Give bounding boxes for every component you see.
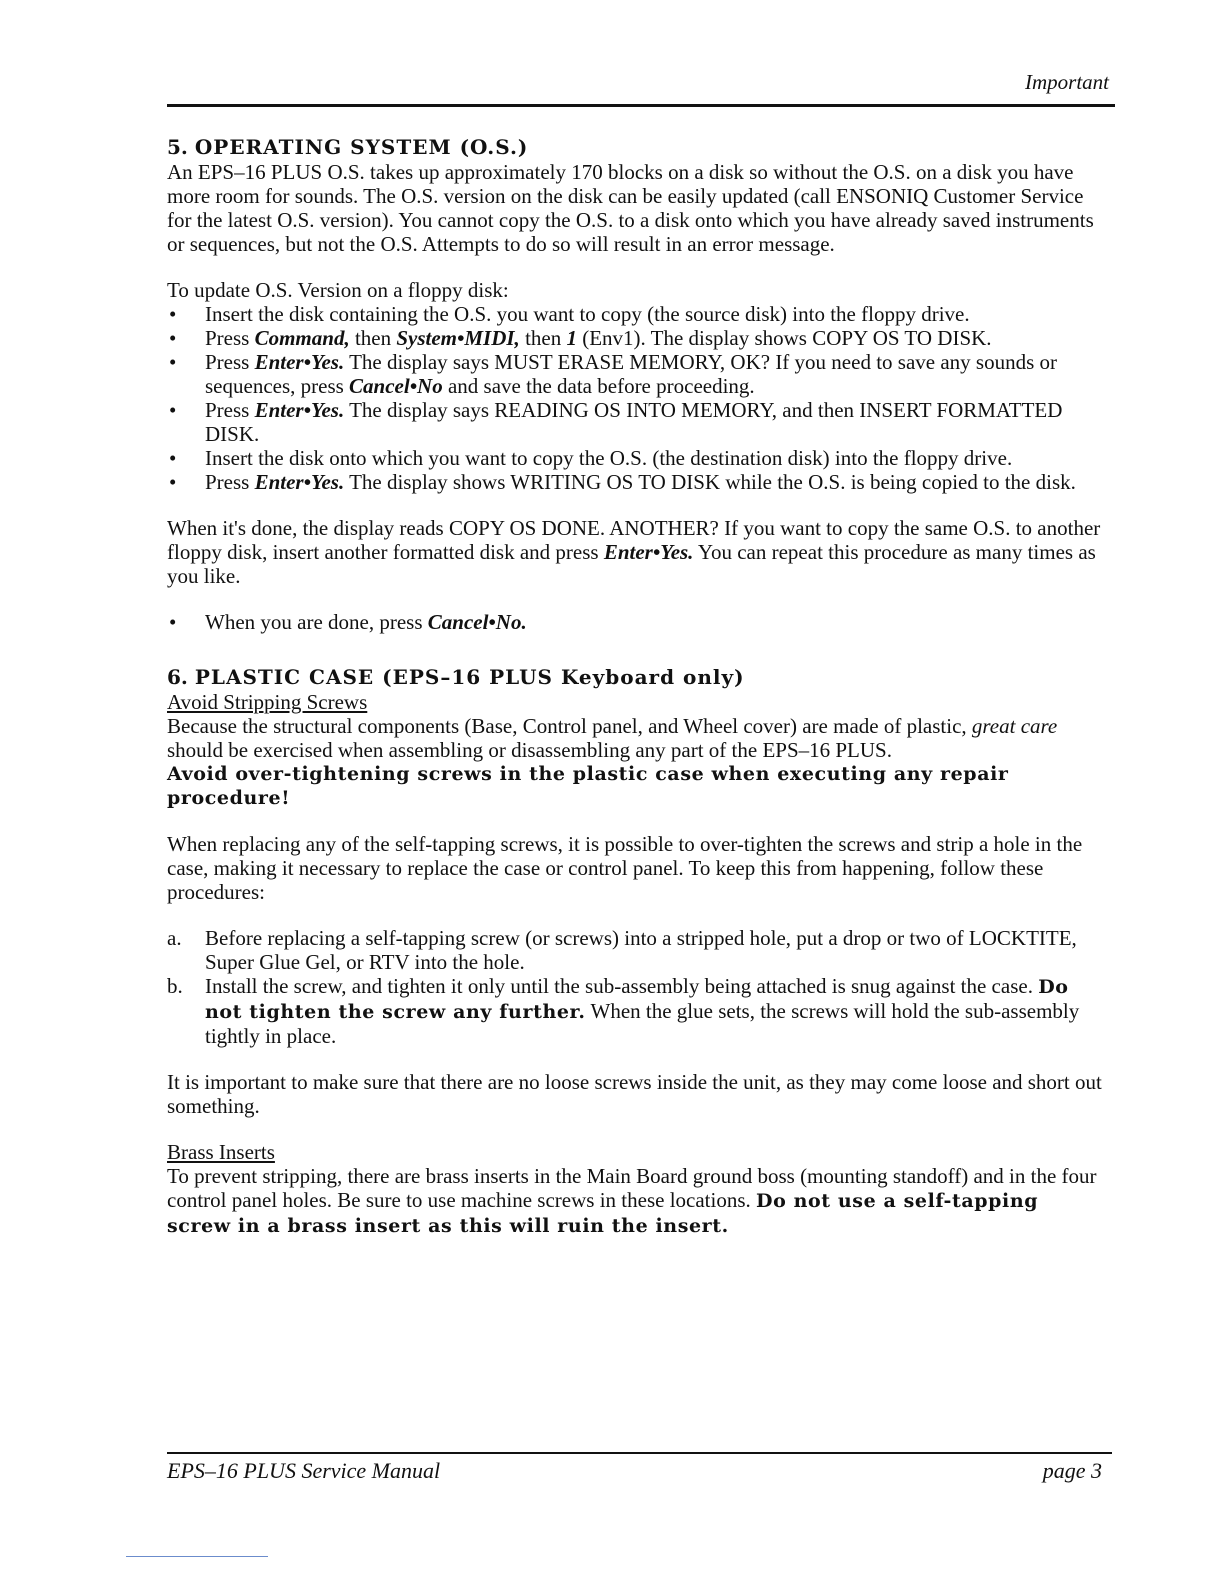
key-cancel-no: Cancel•No. xyxy=(427,610,527,634)
section-5-number: 5. xyxy=(167,135,188,159)
footer-page-number: page 3 xyxy=(1042,1458,1102,1483)
section-6-heading xyxy=(167,664,1107,690)
list-item xyxy=(167,350,1107,398)
bullet-icon: • xyxy=(169,302,177,326)
key-enter-yes: Enter•Yes. xyxy=(603,540,694,564)
bullet-icon: • xyxy=(169,446,177,470)
step-text: The display shows WRITING OS TO DISK while the O.S. is being copied to the disk. xyxy=(344,470,1076,494)
footer-manual-title: EPS–16 PLUS Service Manual xyxy=(167,1458,441,1483)
item-text: Install the screw, and tighten it only until the sub-assembly being attached is snug against the case. xyxy=(205,974,1039,998)
paragraph-text: When it's done, the display reads COPY OS DONE. ANOTHER? If you want to copy the same O.S. to another floppy disk, insert another formatted disk and press xyxy=(167,516,1101,564)
done-paragraph xyxy=(167,516,1107,588)
loose-screws-paragraph: It is important to make sure that there are no loose screws inside the unit, as they may come loose and short out something. xyxy=(167,1070,1102,1118)
bullet-icon: • xyxy=(169,610,177,634)
subheading-brass-inserts: Brass Inserts xyxy=(167,1140,275,1164)
step-text: then xyxy=(349,326,397,350)
step-text: and save the data before proceeding. xyxy=(442,374,755,398)
step-text: The display says READING OS INTO MEMORY, and then INSERT FORMATTED DISK. xyxy=(205,398,1063,446)
step-text: Insert the disk containing the O.S. you want to copy (the source disk) into the floppy drive. xyxy=(205,302,970,326)
step-text: Press xyxy=(205,350,255,374)
section-5-title: OPERATING SYSTEM (O.S.) xyxy=(194,135,529,159)
bullet-icon: • xyxy=(169,398,177,422)
step-text: Press xyxy=(205,470,255,494)
update-steps-list xyxy=(167,302,1107,494)
brass-paragraph xyxy=(167,1164,1107,1238)
bullet-icon: • xyxy=(169,350,177,374)
key-1: 1 xyxy=(566,326,577,350)
item-letter: b. xyxy=(167,974,183,998)
scan-artifact-line xyxy=(126,1556,268,1557)
step-text: When you are done, press xyxy=(205,610,428,634)
list-item xyxy=(167,926,1107,974)
key-enter-yes: Enter•Yes. xyxy=(254,350,345,374)
step-text: Press xyxy=(205,398,255,422)
item-text: When the glue sets, the screws will hold the sub-assembly tightly in place. xyxy=(205,999,1080,1048)
subheading-avoid-stripping: Avoid Stripping Screws xyxy=(167,690,368,714)
section-5-intro: An EPS–16 PLUS O.S. takes up approximately 170 blocks on a disk so without the O.S. on a disk you have more room for sounds. The O.S. version on the disk can be easily updated (call ENSONIQ Customer Service for the latest O.S. version). You cannot copy the O.S. to a disk onto which you have already saved instruments or sequences, but not the O.S. Attempts to do so will result in an error message. xyxy=(167,160,1094,256)
do-not-tighten-warning: Do not tighten the screw any further. xyxy=(205,976,1069,1023)
running-header: Important xyxy=(1025,70,1109,94)
section-5-heading xyxy=(167,134,1107,160)
key-enter-yes: Enter•Yes. xyxy=(254,398,345,422)
emphasis: great care xyxy=(971,714,1058,738)
list-item xyxy=(167,610,1107,634)
item-letter: a. xyxy=(167,926,182,950)
section-6-title: PLASTIC CASE (EPS–16 PLUS Keyboard only) xyxy=(194,665,745,689)
step-text: then xyxy=(519,326,567,350)
paragraph-text: should be exercised when assembling or disassembling any part of the EPS–16 PLUS. xyxy=(167,738,892,762)
bullet-icon: • xyxy=(169,470,177,494)
brass-warning: Do not use a self-tapping screw in a brass insert as this will ruin the insert. xyxy=(167,1190,1039,1237)
list-item xyxy=(167,398,1107,446)
list-item xyxy=(167,446,1107,470)
paragraph-text: You can repeat this procedure as many times as you like. xyxy=(167,540,1096,588)
item-text: Before replacing a self-tapping screw (or screws) into a stripped hole, put a drop or two of LOCKTITE, Super Glue Gel, or RTV into the hole. xyxy=(205,926,1077,974)
key-cancel-no: Cancel•No xyxy=(349,374,443,398)
procedure-list xyxy=(167,926,1107,1048)
step-text: Press xyxy=(205,326,255,350)
bullet-icon: • xyxy=(169,326,177,350)
overtighten-warning: Avoid over-tightening screws in the plastic case when executing any repair procedure! xyxy=(167,763,1009,809)
key-enter-yes: Enter•Yes. xyxy=(254,470,345,494)
step-text: Insert the disk onto which you want to copy the O.S. (the destination disk) into the floppy drive. xyxy=(205,446,1013,470)
key-command: Command, xyxy=(254,326,350,350)
plastic-paragraph xyxy=(167,714,1107,762)
step-text: (Env1). The display shows COPY OS TO DISK. xyxy=(576,326,992,350)
footer-rule xyxy=(167,1452,1112,1454)
step-text: The display says MUST ERASE MEMORY, OK? If you need to save any sounds or sequences, press xyxy=(205,350,1058,398)
list-item xyxy=(167,326,1107,350)
final-step-list xyxy=(167,610,1107,634)
paragraph-text: To prevent stripping, there are brass inserts in the Main Board ground boss (mounting standoff) and in the four control panel holes. Be sure to use machine screws in these locations. xyxy=(167,1164,1097,1212)
page-body xyxy=(167,134,1107,1238)
list-item xyxy=(167,974,1107,1048)
header-rule xyxy=(167,104,1115,107)
paragraph-text: Because the structural components (Base, Control panel, and Wheel cover) are made of plastic, xyxy=(167,714,972,738)
list-item xyxy=(167,302,1107,326)
list-item xyxy=(167,470,1107,494)
key-system-midi: System•MIDI, xyxy=(396,326,520,350)
steps-lead: To update O.S. Version on a floppy disk: xyxy=(167,278,509,302)
section-6-number: 6. xyxy=(167,665,188,689)
replacing-paragraph: When replacing any of the self-tapping screws, it is possible to over-tighten the screws and strip a hole in the case, making it necessary to replace the case or control panel. To keep this from happening, follow these procedures: xyxy=(167,832,1083,904)
